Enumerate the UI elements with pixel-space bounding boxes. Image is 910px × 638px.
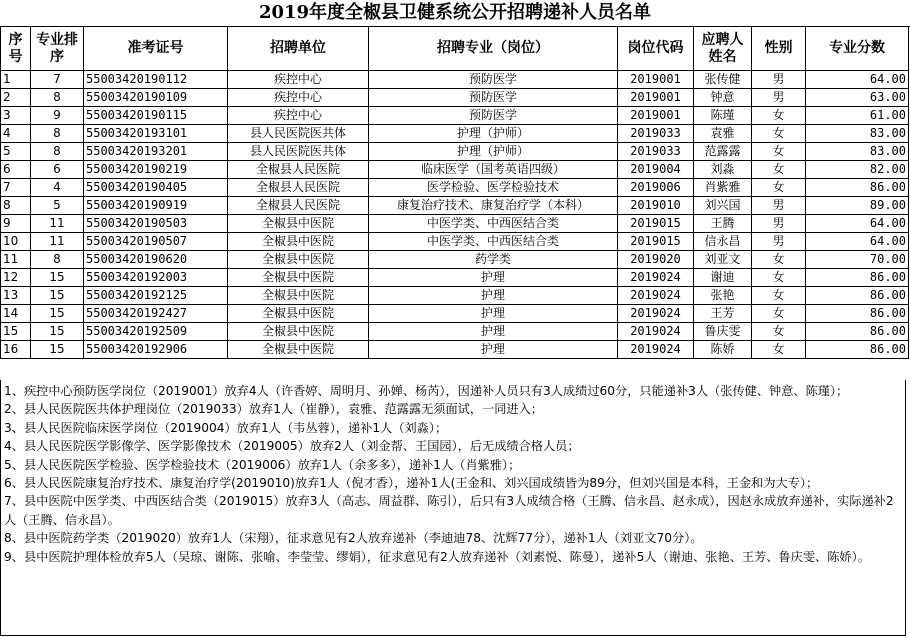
column-header-gender: 性别 (752, 27, 806, 71)
cell-position: 康复治疗技术、康复治疗学（本科） (369, 197, 618, 215)
cell-position-code: 2019024 (618, 287, 694, 305)
cell-employer: 疾控中心 (228, 107, 369, 125)
table-row (1, 233, 909, 251)
cell-index: 9 (1, 215, 31, 233)
cell-rank: 8 (31, 125, 84, 143)
cell-applicant-name: 王腾 (694, 215, 752, 233)
cell-position: 医学检验、医学检验技术 (369, 179, 618, 197)
cell-index: 7 (1, 179, 31, 197)
cell-index: 16 (1, 341, 31, 359)
cell-score: 86.00 (806, 179, 909, 197)
cell-gender: 女 (752, 287, 806, 305)
table-row (1, 161, 909, 179)
cell-exam-number: 55003420190109 (84, 89, 228, 107)
cell-exam-number: 55003420193201 (84, 143, 228, 161)
cell-score: 82.00 (806, 161, 909, 179)
cell-applicant-name: 陈瑾 (694, 107, 752, 125)
cell-gender: 女 (752, 269, 806, 287)
cell-position-code: 2019010 (618, 197, 694, 215)
cell-applicant-name: 鲁庆雯 (694, 323, 752, 341)
cell-gender: 女 (752, 323, 806, 341)
remark-item: 5、县人民医院医学检验、医学检验技术（2019006）放弃1人（余多多），递补1人（肖紫雅）； (4, 457, 521, 472)
remark-item: 2、县人民医院医共体护理岗位（2019033）放弃1人（崔静），袁雅、范露露无须面试，一同进入； (4, 402, 543, 417)
cell-position: 中医学类、中西医结合类 (369, 233, 618, 251)
cell-position-code: 2019001 (618, 71, 694, 89)
cell-score: 64.00 (806, 233, 909, 251)
cell-rank: 11 (31, 215, 84, 233)
cell-position: 护理 (369, 341, 618, 359)
cell-rank: 8 (31, 251, 84, 269)
cell-position-code: 2019020 (618, 251, 694, 269)
cell-position: 预防医学 (369, 107, 618, 125)
cell-exam-number: 55003420190112 (84, 71, 228, 89)
cell-position-code: 2019015 (618, 215, 694, 233)
cell-employer: 全椒县中医院 (228, 269, 369, 287)
cell-position-code: 2019015 (618, 233, 694, 251)
cell-position-code: 2019024 (618, 323, 694, 341)
cell-index: 10 (1, 233, 31, 251)
roster-table (0, 26, 909, 359)
remark-item: 1、疾控中心预防医学岗位（2019001）放弃4人（许香婷、周明月、孙婵、杨芮），因递补人员只有3人成绩过60分，只能递补3人（张传健、钟意、陈瑾）； (4, 384, 849, 398)
column-header-index: 序号 (1, 27, 31, 71)
cell-score: 89.00 (806, 197, 909, 215)
cell-position: 护理 (369, 269, 618, 287)
cell-applicant-name: 张艳 (694, 287, 752, 305)
table-row (1, 287, 909, 305)
cell-applicant-name: 陈娇 (694, 341, 752, 359)
cell-score: 64.00 (806, 71, 909, 89)
cell-gender: 女 (752, 143, 806, 161)
cell-exam-number: 55003420192906 (84, 341, 228, 359)
cell-position: 护理（护师） (369, 125, 618, 143)
cell-rank: 11 (31, 233, 84, 251)
cell-position: 护理 (369, 287, 618, 305)
cell-applicant-name: 信永昌 (694, 233, 752, 251)
cell-position: 护理（护师） (369, 143, 618, 161)
cell-position: 药学类 (369, 251, 618, 269)
cell-position-code: 2019024 (618, 269, 694, 287)
cell-score: 70.00 (806, 251, 909, 269)
cell-rank: 15 (31, 323, 84, 341)
cell-applicant-name: 王芳 (694, 305, 752, 323)
column-header-position: 招聘专业（岗位） (369, 27, 618, 71)
cell-gender: 男 (752, 215, 806, 233)
cell-rank: 15 (31, 305, 84, 323)
remark-item: 7、县中医院中医学类、中西医结合类（2019015）放弃3人（高志、周益群、陈引），后只有3人成绩合格（王腾、信永昌、赵永成），因赵永成放弃递补，实际递补2人（王腾、信永昌）。 (4, 494, 894, 527)
cell-rank: 15 (31, 341, 84, 359)
cell-exam-number: 55003420190919 (84, 197, 228, 215)
page-title: 2019年度全椒县卫健系统公开招聘递补人员名单 (0, 0, 910, 27)
table-row (1, 89, 909, 107)
cell-position: 预防医学 (369, 89, 618, 107)
table-row (1, 305, 909, 323)
cell-gender: 女 (752, 341, 806, 359)
cell-employer: 全椒县人民医院 (228, 161, 369, 179)
cell-employer: 全椒县中医院 (228, 323, 369, 341)
column-header-employer: 招聘单位 (228, 27, 369, 71)
table-row (1, 143, 909, 161)
cell-rank: 8 (31, 89, 84, 107)
cell-gender: 男 (752, 233, 806, 251)
cell-rank: 6 (31, 161, 84, 179)
cell-gender: 女 (752, 305, 806, 323)
cell-index: 14 (1, 305, 31, 323)
cell-score: 83.00 (806, 125, 909, 143)
cell-employer: 全椒县中医院 (228, 305, 369, 323)
cell-applicant-name: 范露露 (694, 143, 752, 161)
cell-employer: 全椒县人民医院 (228, 197, 369, 215)
cell-index: 6 (1, 161, 31, 179)
cell-applicant-name: 肖紫雅 (694, 179, 752, 197)
cell-position-code: 2019004 (618, 161, 694, 179)
cell-rank: 9 (31, 107, 84, 125)
cell-score: 63.00 (806, 89, 909, 107)
cell-exam-number: 55003420192427 (84, 305, 228, 323)
cell-gender: 女 (752, 251, 806, 269)
table-row (1, 197, 909, 215)
cell-index: 13 (1, 287, 31, 305)
cell-score: 86.00 (806, 305, 909, 323)
cell-position-code: 2019033 (618, 143, 694, 161)
cell-exam-number: 55003420193101 (84, 125, 228, 143)
cell-exam-number: 55003420190507 (84, 233, 228, 251)
cell-score: 86.00 (806, 269, 909, 287)
column-header-applicant-name: 应聘人姓名 (694, 27, 752, 71)
cell-rank: 15 (31, 287, 84, 305)
cell-applicant-name: 刘亚文 (694, 251, 752, 269)
cell-position-code: 2019006 (618, 179, 694, 197)
cell-employer: 全椒县人民医院 (228, 179, 369, 197)
cell-exam-number: 55003420190115 (84, 107, 228, 125)
cell-applicant-name: 钟意 (694, 89, 752, 107)
cell-position: 中医学类、中西医结合类 (369, 215, 618, 233)
remark-item: 3、县人民医院临床医学岗位（2019004）放弃1人（韦丛蓉），递补1人（刘淼）； (4, 420, 448, 435)
cell-position-code: 2019024 (618, 305, 694, 323)
remark-item: 8、县中医院药学类（2019020）放弃1人（宋翔），征求意见有2人放弃递补（李迪迪78、沈辉77分），递补1人（刘亚文70分）。 (4, 531, 703, 546)
cell-employer: 疾控中心 (228, 89, 369, 107)
remarks-section (0, 380, 906, 636)
cell-exam-number: 55003420190219 (84, 161, 228, 179)
cell-exam-number: 55003420192509 (84, 323, 228, 341)
cell-index: 15 (1, 323, 31, 341)
cell-employer: 疾控中心 (228, 71, 369, 89)
cell-index: 4 (1, 125, 31, 143)
cell-gender: 女 (752, 125, 806, 143)
table-row (1, 125, 909, 143)
cell-position-code: 2019001 (618, 107, 694, 125)
table-header-row (1, 27, 909, 71)
cell-applicant-name: 张传健 (694, 71, 752, 89)
cell-score: 64.00 (806, 215, 909, 233)
cell-score: 83.00 (806, 143, 909, 161)
cell-employer: 全椒县中医院 (228, 233, 369, 251)
remark-item: 4、县人民医院医学影像学、医学影像技术（2019005）放弃2人（刘金帮、王国园），后无成绩合格人员； (4, 439, 580, 454)
cell-index: 1 (1, 71, 31, 89)
table-row (1, 71, 909, 89)
column-header-position-code: 岗位代码 (618, 27, 694, 71)
cell-exam-number: 55003420192125 (84, 287, 228, 305)
cell-applicant-name: 谢迪 (694, 269, 752, 287)
cell-index: 2 (1, 89, 31, 107)
cell-score: 86.00 (806, 287, 909, 305)
table-row (1, 269, 909, 287)
cell-index: 8 (1, 197, 31, 215)
cell-employer: 全椒县中医院 (228, 251, 369, 269)
cell-rank: 8 (31, 143, 84, 161)
cell-gender: 女 (752, 107, 806, 125)
cell-position: 临床医学（国考英语四级） (369, 161, 618, 179)
cell-exam-number: 55003420190503 (84, 215, 228, 233)
table-row (1, 215, 909, 233)
table-row (1, 179, 909, 197)
cell-position-code: 2019033 (618, 125, 694, 143)
cell-rank: 4 (31, 179, 84, 197)
cell-rank: 7 (31, 71, 84, 89)
table-row (1, 251, 909, 269)
remark-item: 9、县中医院护理体检放弃5人（吴琼、谢陈、张喻、李莹莹、缪娟），征求意见有2人放弃递补（刘素悦、陈曼），递补5人（谢迪、张艳、王芳、鲁庆雯、陈娇）。 (4, 549, 870, 564)
cell-gender: 男 (752, 71, 806, 89)
cell-employer: 全椒县中医院 (228, 215, 369, 233)
cell-position-code: 2019024 (618, 341, 694, 359)
column-header-exam-number: 准考证号 (84, 27, 228, 71)
cell-index: 12 (1, 269, 31, 287)
table-row (1, 341, 909, 359)
cell-position: 预防医学 (369, 71, 618, 89)
cell-index: 11 (1, 251, 31, 269)
cell-score: 86.00 (806, 323, 909, 341)
cell-applicant-name: 刘淼 (694, 161, 752, 179)
column-header-rank: 专业排序 (31, 27, 84, 71)
column-header-score: 专业分数 (806, 27, 909, 71)
cell-index: 5 (1, 143, 31, 161)
cell-gender: 女 (752, 179, 806, 197)
cell-score: 61.00 (806, 107, 909, 125)
cell-gender: 男 (752, 197, 806, 215)
cell-employer: 县人民医院医共体 (228, 125, 369, 143)
cell-position: 护理 (369, 305, 618, 323)
cell-position: 护理 (369, 323, 618, 341)
cell-gender: 男 (752, 89, 806, 107)
table-row (1, 107, 909, 125)
remark-item: 6、县人民医院康复治疗技术、康复治疗学(2019010)放弃1人（倪才香），递补1人(王金和、刘兴国成绩皆为89分，但刘兴国是本科，王金和为大专）； (4, 476, 819, 491)
cell-index: 3 (1, 107, 31, 125)
cell-rank: 5 (31, 197, 84, 215)
cell-gender: 女 (752, 161, 806, 179)
cell-applicant-name: 袁雅 (694, 125, 752, 143)
cell-employer: 全椒县中医院 (228, 341, 369, 359)
table-body (1, 71, 909, 359)
cell-score: 86.00 (806, 341, 909, 359)
cell-employer: 县人民医院医共体 (228, 143, 369, 161)
cell-position-code: 2019001 (618, 89, 694, 107)
cell-rank: 15 (31, 269, 84, 287)
cell-exam-number: 55003420190405 (84, 179, 228, 197)
cell-exam-number: 55003420192003 (84, 269, 228, 287)
table-row (1, 323, 909, 341)
cell-employer: 全椒县中医院 (228, 287, 369, 305)
cell-applicant-name: 刘兴国 (694, 197, 752, 215)
cell-exam-number: 55003420190620 (84, 251, 228, 269)
